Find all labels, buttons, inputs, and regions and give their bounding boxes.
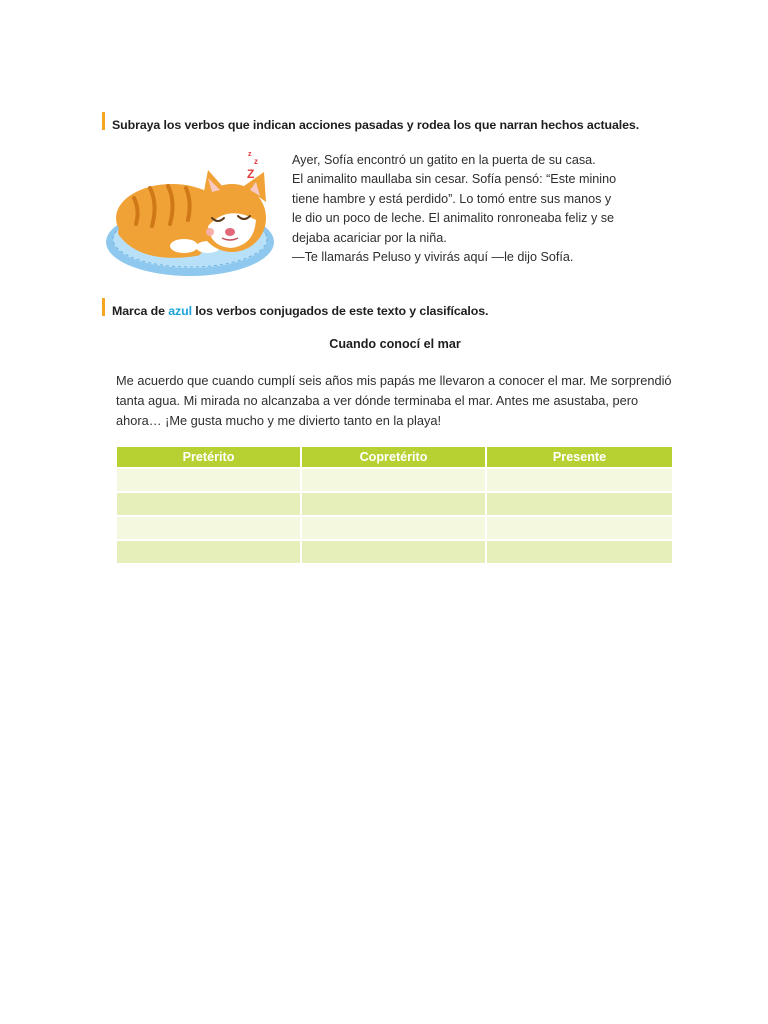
column-header-presente: Presente [487,447,672,467]
table-row [117,539,672,563]
table-cell[interactable] [487,515,672,539]
table-cell[interactable] [117,539,302,563]
table-cell[interactable] [302,539,487,563]
column-header-preterito: Pretérito [117,447,302,467]
column-header-copreterito: Copretérito [302,447,487,467]
accent-bar [102,112,105,130]
instruction-1 [106,118,639,132]
story-line: Ayer, Sofía encontró un gatito en la puerta de su casa. [292,153,596,167]
story-text [292,151,662,267]
story-line: tiene hambre y está perdido”. Lo tomó entre sus manos y [292,191,612,206]
story-line: dejaba acariciar por la niña. [292,230,447,245]
highlight-blue-word: azul [168,304,192,318]
table-row [117,515,672,539]
table-cell[interactable] [487,467,672,491]
table-cell[interactable] [302,467,487,491]
table-cell[interactable] [487,491,672,515]
story-line: —Te llamarás Peluso y vivirás aquí —le dijo Sofía. [292,250,574,265]
sleeping-cat-illustration [104,146,284,280]
table-row [117,467,672,491]
instruction-2-text: Marca de azul los verbos conjugados de este texto y clasifícalos. [112,304,489,318]
table-cell[interactable] [302,491,487,515]
story-line: El animalito maullaba sin cesar. Sofía pensó: “Este minino [292,172,617,187]
table-header-row [117,447,672,467]
table-cell[interactable] [117,515,302,539]
table-cell[interactable] [302,515,487,539]
table-row [117,491,672,515]
table-cell[interactable] [487,539,672,563]
passage-title: Cuando conocí el mar [329,337,461,351]
story-line: le dio un poco de leche. El animalito ronroneaba feliz y se [292,211,615,226]
table-cell[interactable] [117,467,302,491]
sleep-letters: z z Z [247,151,258,181]
verb-classification-table [117,447,672,563]
passage-text: Me acuerdo que cuando cumplí seis años mis papás me llevaron a conocer el mar. Me sorprendió tanta agua. Mi mirada no alcanzaba a ver dónde terminaba el mar. Antes me asustaba, pero ahora… ¡Me gusta mucho y me divierto tanto en la playa! [116,373,672,428]
accent-bar [102,298,105,316]
instruction-1-text: Subraya los verbos que indican acciones pasadas y rodea los que narran hechos actuales. [112,118,640,132]
instruction-2 [106,304,488,318]
table-cell[interactable] [117,491,302,515]
